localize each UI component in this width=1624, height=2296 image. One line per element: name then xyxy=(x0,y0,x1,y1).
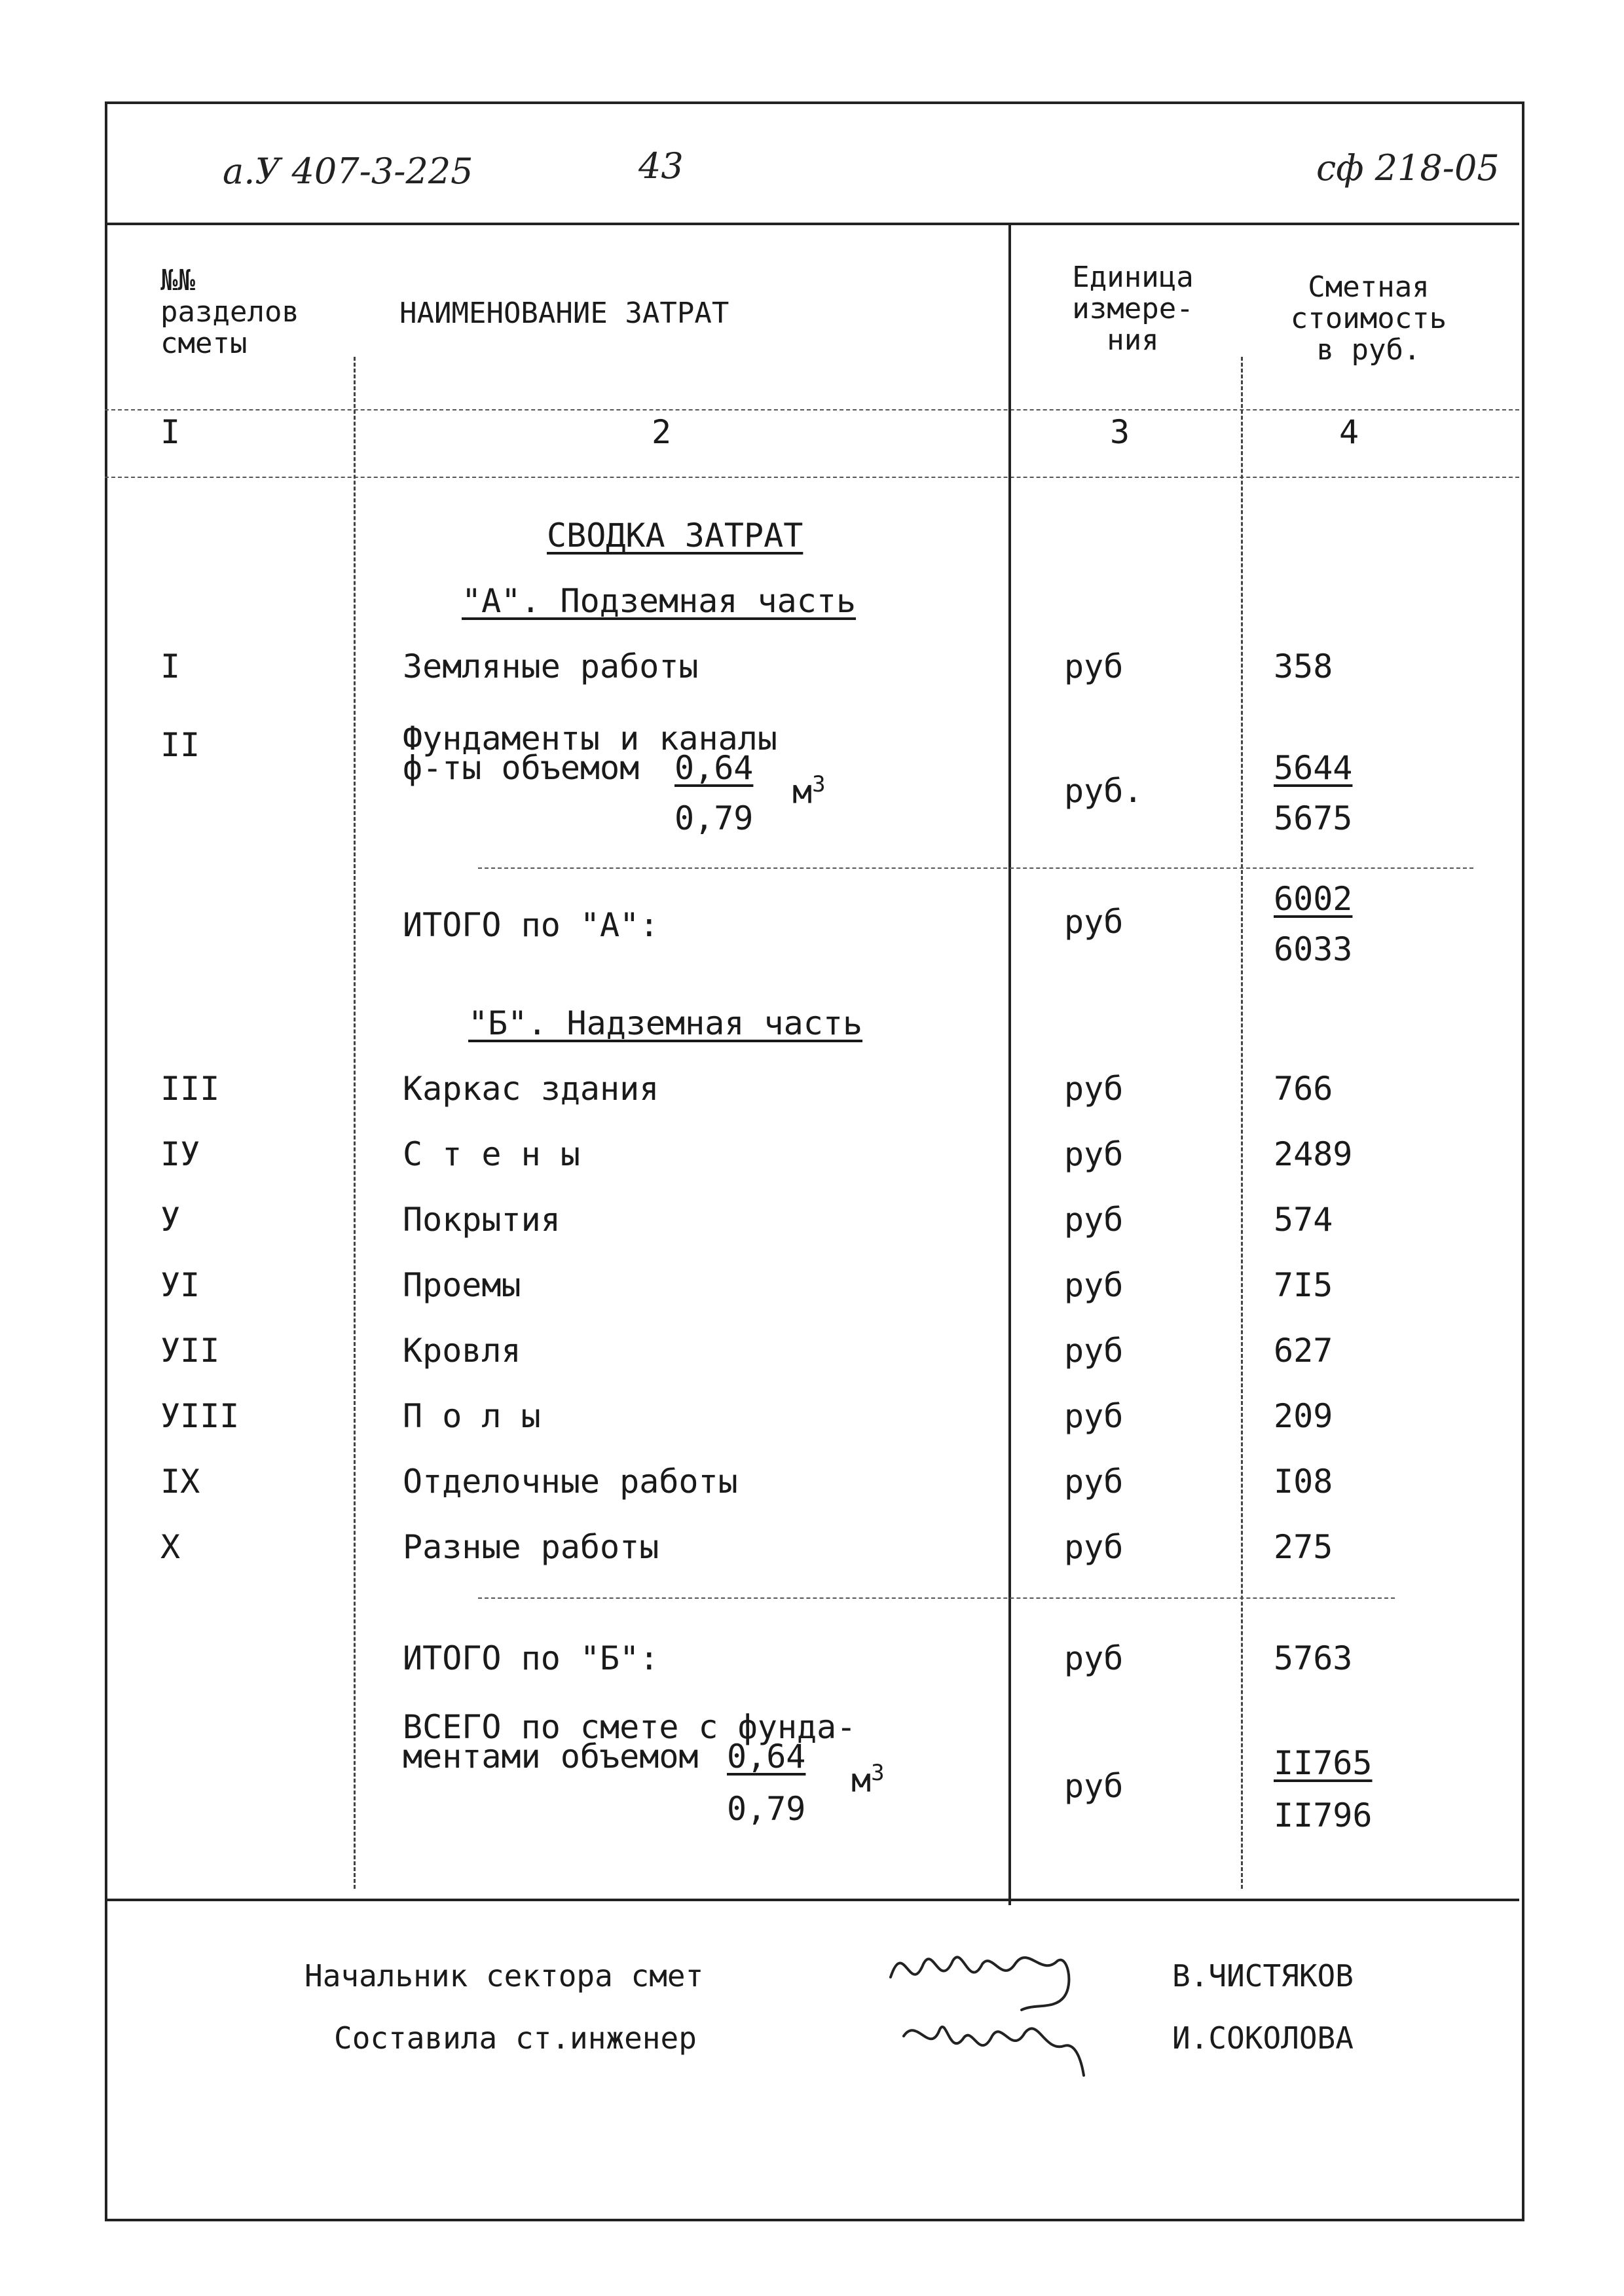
section-a-heading: "А". Подземная часть xyxy=(462,582,857,620)
row-unit: руб xyxy=(1064,1397,1124,1435)
row-cost: 627 xyxy=(1274,1332,1333,1370)
grand-total-line1: ВСЕГО по смете с фунда- xyxy=(403,1708,857,1746)
grand-total-cost-top: II765 xyxy=(1274,1744,1373,1782)
column-divider-2 xyxy=(1008,223,1011,1905)
subtotal-b-divider xyxy=(478,1597,1395,1599)
row-num: У xyxy=(160,1201,181,1239)
page-number: 43 xyxy=(638,145,684,187)
col-header-section-number: №№ разделов сметы xyxy=(160,264,299,360)
volume-unit: $м^3$ xyxy=(792,771,826,811)
volume-top: 0,64 xyxy=(674,749,754,787)
col-number-1: I xyxy=(160,413,181,451)
row-unit: руб xyxy=(1064,1266,1124,1304)
col-header-cost: Сметная стоимость в руб. xyxy=(1290,270,1447,367)
row-num: I xyxy=(160,647,181,685)
signature-divider xyxy=(105,1899,1519,1901)
row-num: II xyxy=(160,726,200,764)
row-unit: руб xyxy=(1064,1070,1124,1108)
row-cost-top: 5644 xyxy=(1274,749,1353,787)
row-unit: руб xyxy=(1064,1332,1124,1370)
row-num: X xyxy=(160,1528,181,1566)
row-num: III xyxy=(160,1070,220,1108)
row-cost: I08 xyxy=(1274,1463,1333,1501)
row-cost-bottom: 5675 xyxy=(1274,799,1353,837)
row-cost: 7I5 xyxy=(1274,1266,1333,1304)
row-name: Покрытия xyxy=(403,1201,561,1239)
row-cost: 209 xyxy=(1274,1397,1333,1435)
row-unit: руб xyxy=(1064,1201,1124,1239)
total-b-unit: руб xyxy=(1064,1639,1124,1677)
col-number-3: 3 xyxy=(1110,413,1130,451)
row-name: С т е н ы xyxy=(403,1135,580,1173)
handwritten-signatures xyxy=(877,1925,1113,2121)
row-name: Разные работы xyxy=(403,1528,659,1566)
row-cost: 358 xyxy=(1274,647,1333,685)
header-divider xyxy=(105,223,1519,225)
total-a-cost-bottom: 6033 xyxy=(1274,930,1353,968)
row-num: УI xyxy=(160,1266,200,1304)
signature-name-2: И.СОКОЛОВА xyxy=(1172,2020,1354,2056)
total-b-cost: 5763 xyxy=(1274,1639,1353,1677)
row-cost: 275 xyxy=(1274,1528,1333,1566)
signature-name-1: В.ЧИСТЯКОВ xyxy=(1172,1958,1354,1994)
row-unit: руб xyxy=(1064,1528,1124,1566)
row-cost: 574 xyxy=(1274,1201,1333,1239)
row-name: Кровля xyxy=(403,1332,521,1370)
column-number-divider xyxy=(105,477,1519,478)
subtotal-a-divider xyxy=(478,867,1473,869)
row-name: Каркас здания xyxy=(403,1070,659,1108)
signature-role-1: Начальник сектора смет xyxy=(304,1958,704,1994)
row-name: Проемы xyxy=(403,1266,521,1304)
row-cost: 766 xyxy=(1274,1070,1333,1108)
column-header-divider xyxy=(105,409,1519,410)
column-divider-3 xyxy=(1241,357,1243,1889)
col-header-unit: Единица измере- ния xyxy=(1072,261,1194,357)
column-divider-1 xyxy=(354,357,356,1889)
row-num: IУ xyxy=(160,1135,200,1173)
total-b-label: ИТОГО по "Б": xyxy=(403,1639,659,1677)
volume-bottom: 0,79 xyxy=(674,799,754,837)
row-name: Отделочные работы xyxy=(403,1463,738,1501)
row-num: IX xyxy=(160,1463,200,1501)
col-header-cost-name: НАИМЕНОВАНИЕ ЗАТРАТ xyxy=(399,297,729,330)
grand-total-volume-top: 0,64 xyxy=(727,1738,806,1776)
row-num: УII xyxy=(160,1332,220,1370)
row-unit: руб xyxy=(1064,647,1124,685)
col-number-2: 2 xyxy=(652,413,672,451)
col-number-4: 4 xyxy=(1339,413,1359,451)
grand-total-unit: руб xyxy=(1064,1767,1124,1805)
row-name: Земляные работы xyxy=(403,647,699,685)
row-cost: 2489 xyxy=(1274,1135,1353,1173)
total-a-label: ИТОГО по "А": xyxy=(403,906,659,944)
series-code: а.У 407-3-225 xyxy=(223,151,473,192)
summary-title: СВОДКА ЗАТРАТ xyxy=(547,517,803,555)
section-b-heading: "Б". Надземная часть xyxy=(468,1004,863,1042)
row-unit: руб xyxy=(1064,1135,1124,1173)
row-unit: руб. xyxy=(1064,772,1143,810)
grand-total-volume-unit: $м^3$ xyxy=(851,1760,885,1800)
row-name-line1: Фундаменты и каналы xyxy=(403,720,777,757)
grand-total-cost-bottom: II796 xyxy=(1274,1796,1373,1834)
grand-total-volume-bottom: 0,79 xyxy=(727,1790,806,1828)
row-unit: руб xyxy=(1064,1463,1124,1501)
row-name-line2: ф-ты объемом xyxy=(403,749,640,787)
row-num: УIII xyxy=(160,1397,240,1435)
total-a-unit: руб xyxy=(1064,903,1124,941)
total-a-cost-top: 6002 xyxy=(1274,880,1353,918)
signature-role-2: Составила ст.инженер xyxy=(334,2020,697,2056)
row-name: П о л ы xyxy=(403,1397,541,1435)
doc-code: сф 218-05 xyxy=(1316,147,1500,189)
grand-total-line2: ментами объемом xyxy=(403,1738,699,1776)
